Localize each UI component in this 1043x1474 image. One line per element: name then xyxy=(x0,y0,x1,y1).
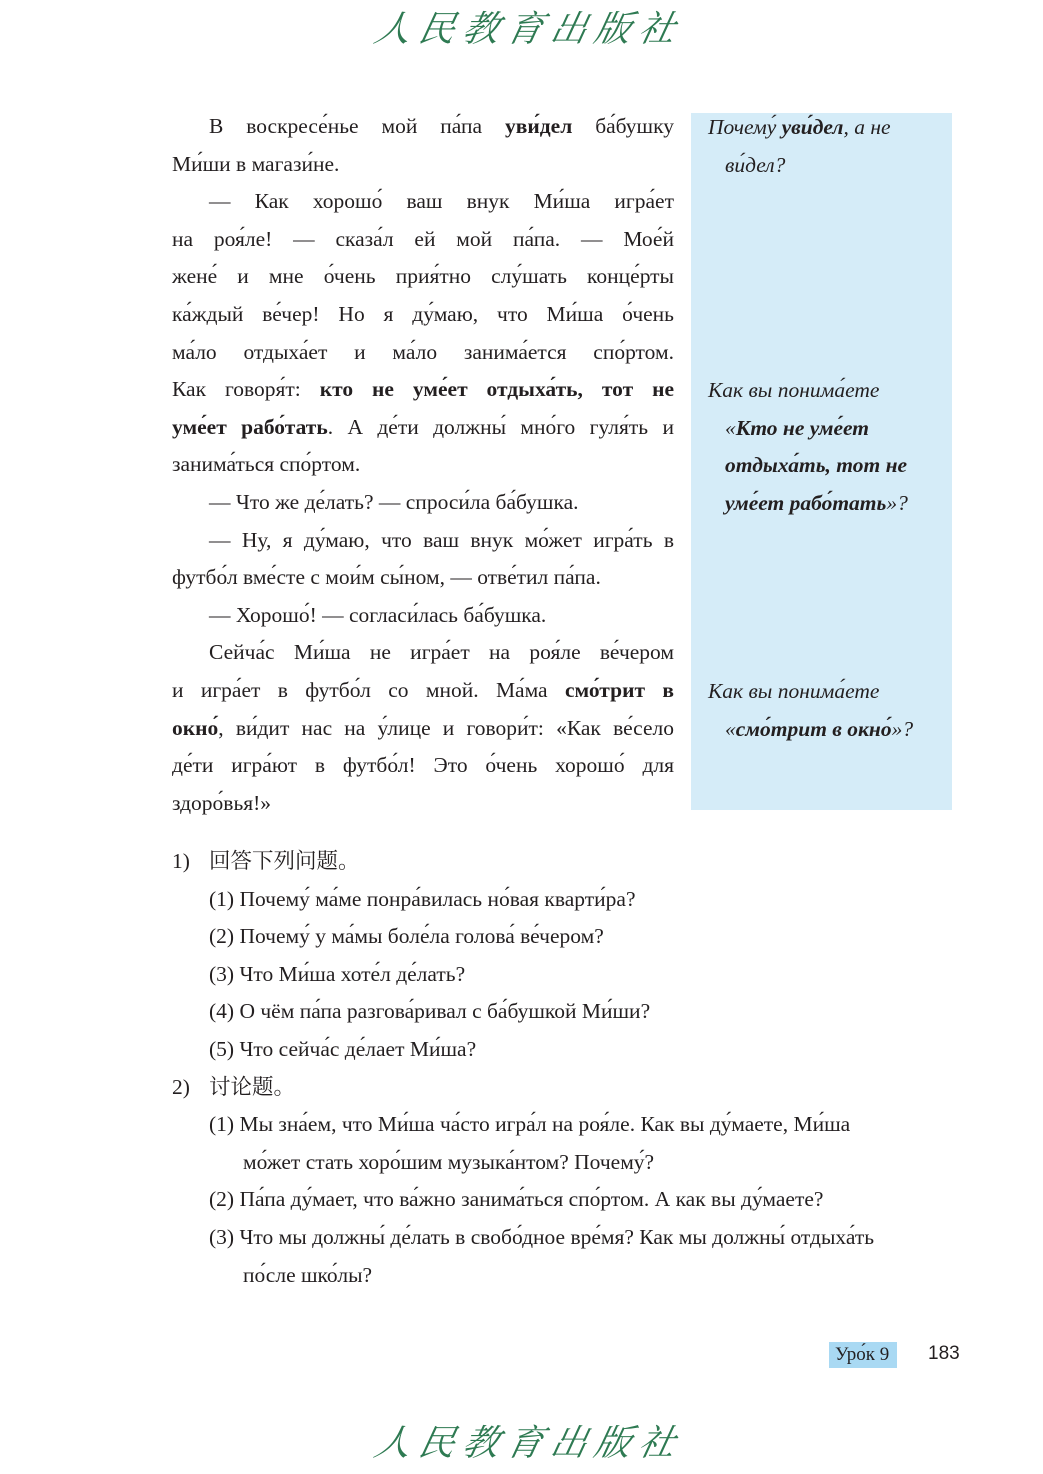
text-line xyxy=(172,108,674,146)
bold-phrase: уме́ет рабо́тать xyxy=(725,490,887,515)
question-text: Мы зна́ем, что Ми́ша ча́сто игра́л на роя́ле. Как вы ду́маете, Ми́ша xyxy=(239,1112,851,1137)
bold-phrase: уме́ет рабо́тать xyxy=(172,414,328,439)
side-note-line xyxy=(708,147,948,185)
bold-phrase: смо́трит в xyxy=(564,677,674,702)
question-item xyxy=(172,993,962,1031)
lesson-badge: Уро́к 9 xyxy=(829,1342,897,1368)
text-run: ба́бушку xyxy=(572,114,674,138)
question-text: мо́жет стать хоро́шим музыка́нтом? Почему́? xyxy=(243,1149,655,1174)
exercise-tasks xyxy=(172,843,962,1294)
bold-phrase: смо́трит в окно́ xyxy=(735,716,892,741)
task-heading xyxy=(172,843,962,881)
text-line xyxy=(172,634,674,672)
text-line xyxy=(172,334,674,372)
text-line xyxy=(172,559,674,597)
question-item xyxy=(172,1106,962,1144)
side-note-line xyxy=(708,410,948,448)
publisher-logo-bottom xyxy=(370,1418,688,1470)
page-number: 183 xyxy=(928,1343,960,1364)
question-item xyxy=(172,1219,962,1257)
question-text: Что сейча́с де́лает Ми́ша? xyxy=(239,1036,477,1061)
reading-text xyxy=(172,108,674,822)
question-item xyxy=(172,1257,962,1295)
text-run: на роя́ле! — сказа́л ей мой па́па. — Мое́й xyxy=(172,226,674,251)
question-item xyxy=(172,918,962,956)
text-run: Сейча́с Ми́ша не игра́ет на роя́ле ве́чером xyxy=(209,640,674,665)
side-note-line xyxy=(708,372,948,410)
text-run: ка́ждый ве́чер! Но я ду́маю, что Ми́ша о́чень xyxy=(172,301,674,326)
task-heading xyxy=(172,1069,962,1107)
text-run: Как вы понима́ете xyxy=(708,679,880,703)
text-line xyxy=(172,446,674,484)
text-run: Ми́ши в магази́не. xyxy=(172,151,340,176)
side-note-line xyxy=(708,109,948,147)
bold-phrase: окно́ xyxy=(172,715,219,740)
question-item xyxy=(172,956,962,994)
bold-phrase: Кто не уме́ет xyxy=(735,415,870,440)
question-text: О чём па́па разгова́ривал с ба́бушкой Ми́ши? xyxy=(239,999,651,1024)
question-number: (4) xyxy=(209,999,235,1024)
text-line xyxy=(172,785,674,823)
side-note-line xyxy=(708,673,948,711)
text-run: ма́ло отдыха́ет и ма́ло занима́ется спо́ртом. xyxy=(172,339,674,364)
side-note xyxy=(708,109,948,184)
text-line xyxy=(172,747,674,785)
question-number: (5) xyxy=(209,1036,235,1061)
text-run: занима́ться спо́ртом. xyxy=(172,452,361,477)
text-line xyxy=(172,484,674,522)
bold-phrase: отдыха́ть, тот не xyxy=(725,453,908,478)
text-run: футбо́л вме́сте с мои́м сы́ном, — отве́тил па́па. xyxy=(172,565,601,590)
text-line xyxy=(172,409,674,447)
text-run: , а не xyxy=(843,115,891,139)
side-note xyxy=(708,673,948,748)
task-number: 1) xyxy=(172,849,190,873)
text-run: Как говоря́т: xyxy=(172,377,320,402)
publisher-logo-text: 人民教育出版社 xyxy=(370,1423,688,1464)
text-line xyxy=(172,597,674,635)
question-number: (2) xyxy=(209,924,235,949)
text-line xyxy=(172,710,674,748)
question-number: (2) xyxy=(209,1187,235,1212)
question-number: (3) xyxy=(209,961,235,986)
question-text: Что Ми́ша хоте́л де́лать? xyxy=(239,961,466,986)
text-run: « xyxy=(725,716,736,741)
text-run: жене́ и мне о́чень прия́тно слу́шать конце́рты xyxy=(172,264,674,289)
text-run: Почему́ xyxy=(708,115,782,139)
side-note-line xyxy=(708,447,948,485)
text-run: — Как хорошо́ ваш внук Ми́ша игра́ет xyxy=(209,189,674,214)
question-text: по́сле шко́лы? xyxy=(243,1262,373,1287)
side-note xyxy=(708,372,948,522)
text-run: « xyxy=(725,415,736,440)
text-run: »? xyxy=(886,490,908,515)
text-line xyxy=(172,183,674,221)
text-run: здоро́вья!» xyxy=(172,790,272,815)
publisher-logo-top xyxy=(370,4,688,56)
text-run: — Хорошо́! — согласи́лась ба́бушка. xyxy=(209,602,547,627)
text-line xyxy=(172,221,674,259)
text-run: В воскресе́нье мой па́па xyxy=(209,114,506,138)
side-note-line xyxy=(708,485,948,523)
question-item xyxy=(172,1144,962,1182)
text-line xyxy=(172,146,674,184)
bold-phrase: уви́дел xyxy=(505,114,573,138)
text-run: — Ну, я ду́маю, что ваш внук мо́жет игра́ть в xyxy=(209,527,674,552)
question-text: Почему́ ма́ме понра́вилась но́вая кварти́ра? xyxy=(239,886,636,911)
task-number: 2) xyxy=(172,1074,190,1099)
question-number: (3) xyxy=(209,1224,235,1249)
task-title: 讨论题。 xyxy=(209,1074,296,1099)
text-run: . А де́ти должны́ мно́го гуля́ть и xyxy=(327,414,674,439)
text-line xyxy=(172,296,674,334)
bold-phrase: уви́дел xyxy=(781,115,844,139)
question-item xyxy=(172,881,962,919)
text-run: ви́дел? xyxy=(725,152,786,177)
text-line xyxy=(172,371,674,409)
text-run: Как вы понима́ете xyxy=(708,378,880,402)
question-item xyxy=(172,1031,962,1069)
text-run: и игра́ет в футбо́л со мной. Ма́ма xyxy=(172,677,565,702)
question-text: Почему́ у ма́мы боле́ла голова́ ве́чером? xyxy=(239,924,604,949)
question-number: (1) xyxy=(209,886,235,911)
text-line xyxy=(172,258,674,296)
question-text: Что мы должны́ де́лать в свобо́дное вре́мя? Как мы должны́ отдыха́ть xyxy=(239,1224,875,1249)
text-run: , ви́дит нас на у́лице и говори́т: «Как ве́село xyxy=(218,715,674,740)
text-line xyxy=(172,522,674,560)
text-run: де́ти игра́ют в футбо́л! Это о́чень хорошо́ для xyxy=(172,753,674,778)
text-run: »? xyxy=(891,716,914,741)
question-number: (1) xyxy=(209,1112,235,1137)
publisher-logo-text: 人民教育出版社 xyxy=(370,9,688,50)
text-run: — Что же де́лать? — спроси́ла ба́бушка. xyxy=(209,489,579,514)
task-title: 回答下列问题。 xyxy=(209,849,360,873)
question-text: Па́па ду́мает, что ва́жно занима́ться спо́ртом. А как вы ду́маете? xyxy=(239,1187,824,1212)
question-item xyxy=(172,1181,962,1219)
text-line xyxy=(172,672,674,710)
bold-phrase: кто не уме́ет отдыха́ть, тот не xyxy=(319,377,674,402)
side-note-line xyxy=(708,711,948,749)
